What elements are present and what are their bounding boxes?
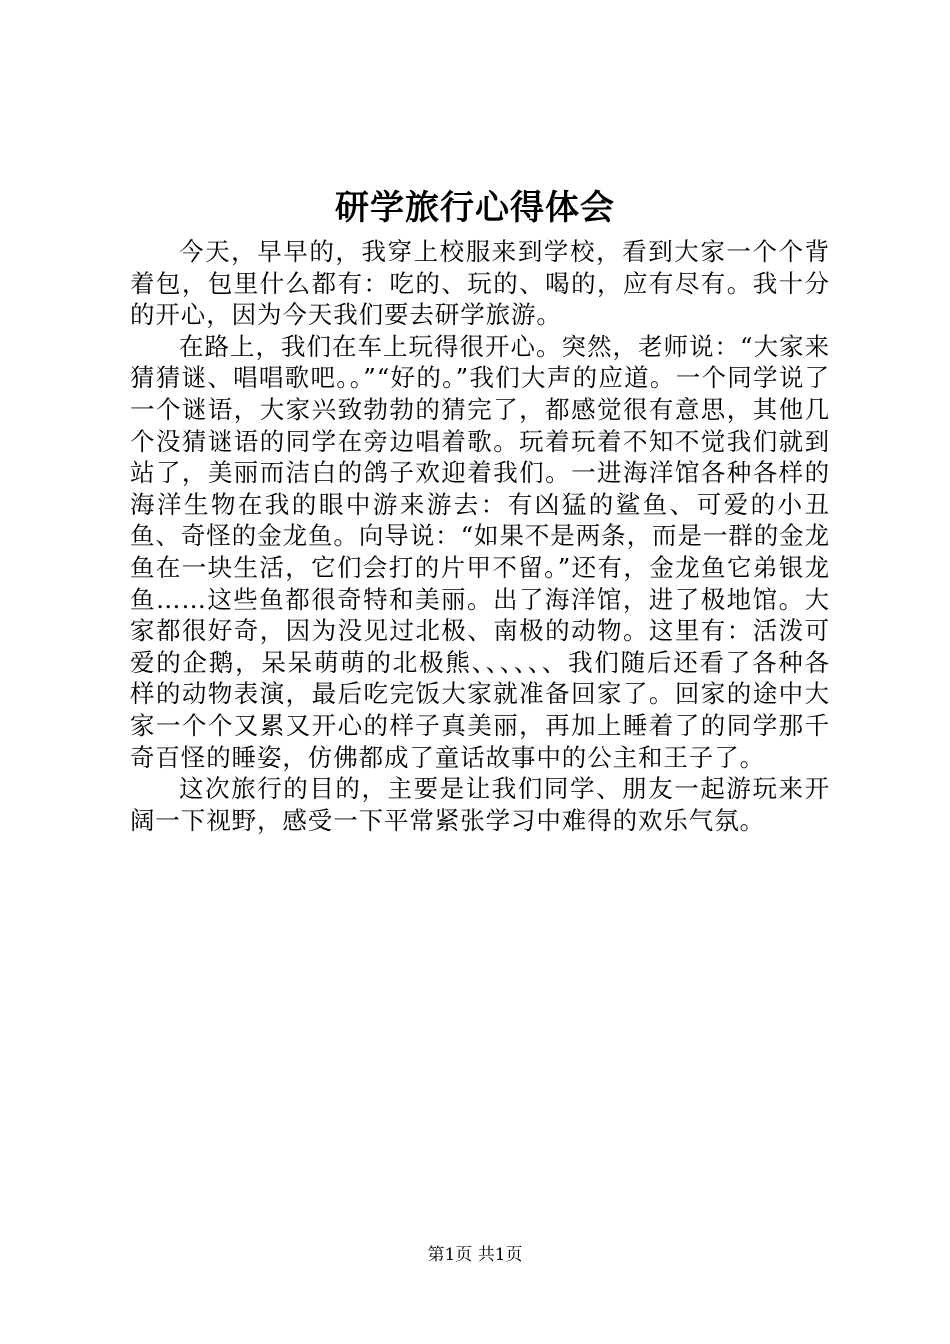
paragraph-2: 在路上，我们在车上玩得很开心。突然，老师说：“大家来猜猜谜、唱唱歌吧。。”“好的。”我们大声的应道。一个同学说了一个谜语，大家兴致勃勃的猜完了，都感觉很有意思，其他几个没猜谜语的同学在旁边唱着歌。玩着玩着不知不觉我们就到站了，美丽而洁白的鸽子欢迎着我们。一进海洋馆各种各样的海洋生物在我的眼中游来游去：有凶猛的鲨鱼、可爱的小丑鱼、奇怪的金龙鱼。向导说：“如果不是两条，而是一群的金龙鱼在一块生活，它们会打的片甲不留。”还有，金龙鱼它弟银龙鱼……这些鱼都很奇特和美丽。出了海洋馆，进了极地馆。大家都很好奇，因为没见过北极、南极的动物。这里有：活泼可爱的企鹅，呆呆萌萌的北极熊、、、、、、我们随后还看了各种各样的动物表演，最后吃完饭大家就准备回家了。回家的途中大家一个个又累又开心的样子真美丽，再加上睡着了的同学那千奇百怪的睡姿，仿佛都成了童话故事中的公主和王子了。 xyxy=(130,331,830,772)
document-title: 研学旅行心得体会 xyxy=(335,188,615,228)
page-number-footer: 第1页 共1页 xyxy=(427,1245,523,1265)
paragraph-1: 今天，早早的，我穿上校服来到学校，看到大家一个个背着包，包里什么都有：吃的、玩的、喝的，应有尽有。我十分的开心，因为今天我们要去研学旅游。 xyxy=(130,237,830,330)
paragraph-3: 这次旅行的目的，主要是让我们同学、朋友一起游玩来开阔一下视野，感受一下平常紧张学习中难得的欢乐气氛。 xyxy=(130,774,830,835)
document-body xyxy=(130,236,830,836)
